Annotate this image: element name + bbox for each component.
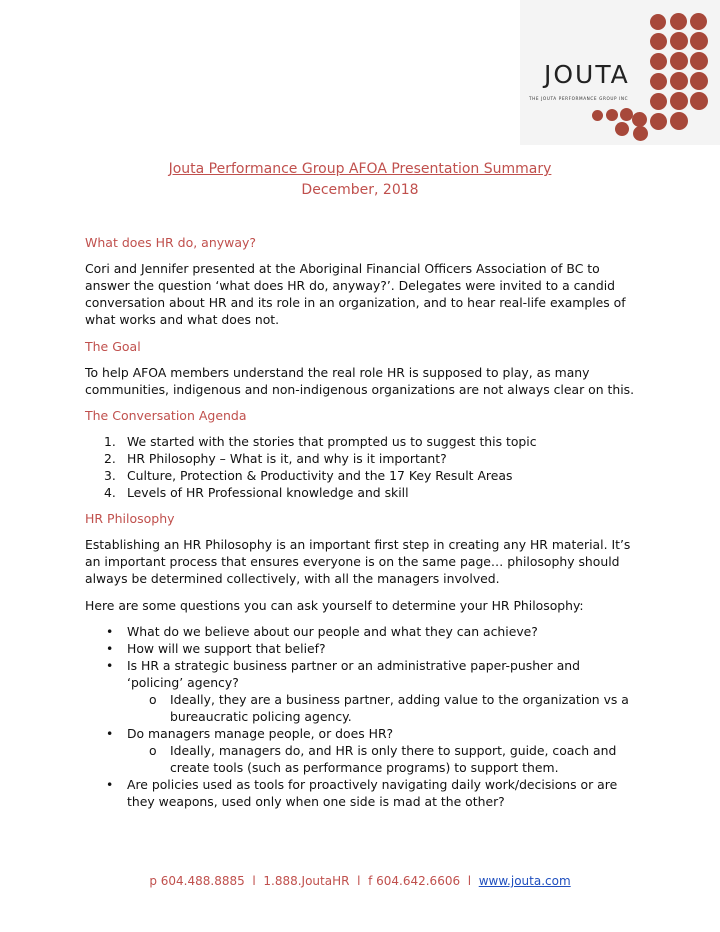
logo-dot <box>690 72 708 90</box>
bullet-icon: • <box>106 726 114 741</box>
paragraph-goal: To help AFOA members understand the real role HR is supposed to play, as many communities, indigenous and non-indigenous organizations are not always clear on this. <box>85 365 635 397</box>
list-number: 1. <box>104 434 116 449</box>
philosophy-question: Are policies used as tools for proactively navigating daily work/decisions or are they weapons, used only when one side is mad at the other? <box>127 777 618 809</box>
paragraph-philosophy: Establishing an HR Philosophy is an important first step in creating any HR material. It’s an important process that ensures everyone is on the same page… philosophy should always be determined collectively, with all the managers involved. <box>85 537 631 586</box>
sub-bullet-icon: o <box>149 743 157 758</box>
agenda-item: We started with the stories that prompted us to suggest this topic <box>127 434 537 449</box>
logo-dot <box>592 110 603 121</box>
logo-dot <box>633 126 648 141</box>
logo-dot <box>670 112 688 130</box>
list-number: 4. <box>104 485 116 500</box>
logo-wordmark: JOUTA <box>544 60 630 89</box>
heading-what-hr: What does HR do, anyway? <box>85 235 257 250</box>
philosophy-subpoint: Ideally, managers do, and HR is only there to support, guide, coach and create tools (such as performance programs) to support them. <box>170 743 617 775</box>
heading-goal: The Goal <box>85 339 141 354</box>
footer-website-link[interactable]: www.jouta.com <box>478 874 571 888</box>
footer-separator: l <box>357 874 361 888</box>
heading-agenda: The Conversation Agenda <box>85 408 247 423</box>
agenda-item: Culture, Protection & Productivity and the 17 Key Result Areas <box>127 468 513 483</box>
heading-philosophy: HR Philosophy <box>85 511 175 526</box>
logo-dot <box>650 93 667 110</box>
list-number: 2. <box>104 451 116 466</box>
document-title: Jouta Performance Group AFOA Presentation Summary <box>168 161 552 177</box>
philosophy-subpoint: Ideally, they are a business partner, adding value to the organization vs a bureaucratic policing agency. <box>170 692 629 724</box>
jouta-logo <box>520 0 720 145</box>
footer-contact <box>0 874 720 888</box>
bullet-icon: • <box>106 641 114 656</box>
philosophy-question: How will we support that belief? <box>127 641 326 656</box>
logo-dot <box>690 92 708 110</box>
document-date: December, 2018 <box>301 182 419 198</box>
bullet-icon: • <box>106 658 114 673</box>
footer-fax: f 604.642.6606 <box>368 874 461 888</box>
list-number: 3. <box>104 468 116 483</box>
logo-dot <box>650 14 666 30</box>
paragraph-what-hr: Cori and Jennifer presented at the Aboriginal Financial Officers Association of BC to answer the question ‘what does HR do, anyway?’. Delegates were invited to a candid conversation about HR and its role in an organization, and to hear real-life examples of what works and what does not. <box>85 261 626 327</box>
logo-dot <box>670 13 687 30</box>
footer-phone: p 604.488.8885 <box>149 874 245 888</box>
philosophy-question: Is HR a strategic business partner or an administrative paper-pusher and ‘policing’ agency? <box>127 658 581 690</box>
logo-dot <box>650 113 667 130</box>
logo-tagline: THE JOUTA PERFORMANCE GROUP INC <box>529 96 629 101</box>
footer-tollfree: 1.888.JoutaHR <box>263 874 350 888</box>
footer-separator: l <box>252 874 256 888</box>
logo-dot <box>690 32 708 50</box>
logo-dot <box>650 53 667 70</box>
logo-dot <box>670 52 688 70</box>
logo-dot <box>690 52 708 70</box>
logo-dot <box>690 13 707 30</box>
logo-dot <box>650 33 667 50</box>
bullet-icon: • <box>106 777 114 792</box>
philosophy-question: Do managers manage people, or does HR? <box>127 726 394 741</box>
philosophy-question: What do we believe about our people and what they can achieve? <box>127 624 538 639</box>
agenda-item: Levels of HR Professional knowledge and skill <box>127 485 409 500</box>
agenda-item: HR Philosophy – What is it, and why is it important? <box>127 451 447 466</box>
sub-bullet-icon: o <box>149 692 157 707</box>
logo-dot <box>670 72 688 90</box>
logo-dot <box>670 92 688 110</box>
logo-dot <box>606 109 618 121</box>
logo-dot <box>615 122 629 136</box>
logo-dot <box>632 112 647 127</box>
logo-dot <box>650 73 667 90</box>
footer-separator: l <box>467 874 472 888</box>
logo-dot <box>670 32 688 50</box>
bullet-icon: • <box>106 624 114 639</box>
paragraph-questions-intro: Here are some questions you can ask yourself to determine your HR Philosophy: <box>85 598 584 613</box>
